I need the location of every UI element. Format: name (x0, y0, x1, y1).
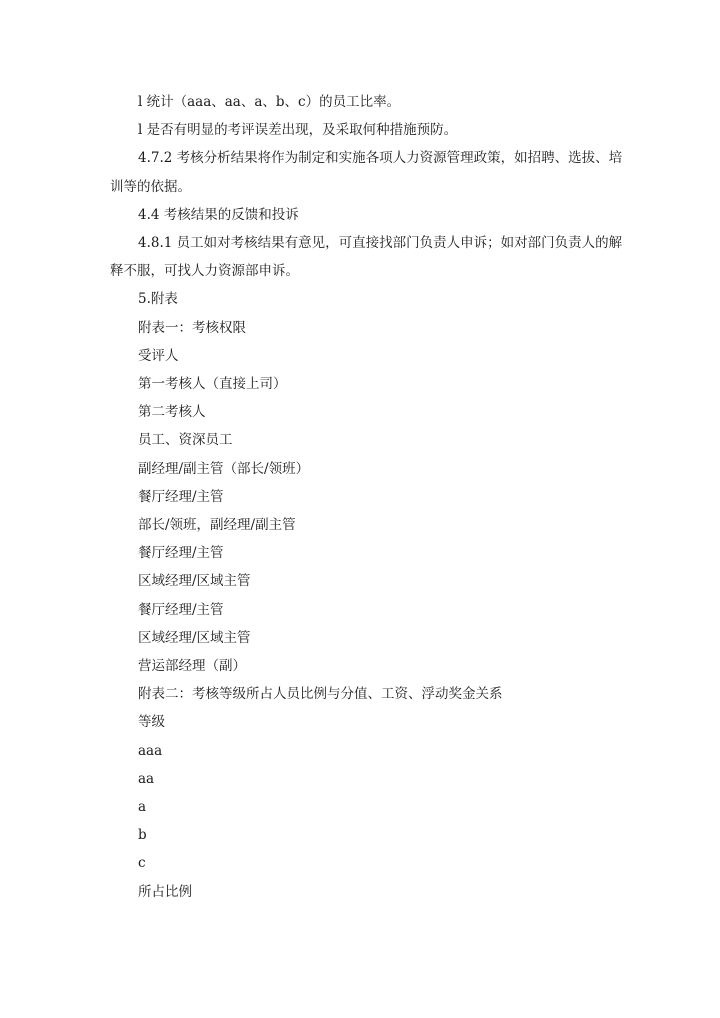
table-cell: 所占比例 (138, 883, 192, 900)
table-cell: 第一考核人（直接上司） (138, 376, 287, 393)
table-cell: 副经理/副主管（部长/领班） (138, 460, 310, 477)
table-cell: 等级 (138, 714, 165, 731)
table-cell: aaa (138, 742, 163, 759)
table-cell: 区域经理/区域主管 (138, 573, 251, 590)
section-heading: 4.4 考核结果的反馈和投诉 (138, 206, 299, 223)
table-cell: 餐厅经理/主管 (138, 545, 224, 562)
table-cell: c (138, 855, 146, 872)
document-body (110, 88, 630, 906)
table-cell: 员工、资深员工 (138, 432, 233, 449)
table-cell: 区域经理/区域主管 (138, 629, 251, 646)
table-cell: aa (138, 770, 155, 787)
table-title: 附表二：考核等级所占人员比例与分值、工资、浮动奖金关系 (138, 686, 503, 703)
table-cell: a (138, 799, 147, 816)
table-cell: 餐厅经理/主管 (138, 601, 224, 618)
table-cell: 受评人 (138, 347, 179, 364)
paragraph: 4.8.1 员工如对考核结果有意见，可直接找部门负责人申诉；如对部门负责人的解释不服，可找人力资源部申诉。 (110, 235, 623, 280)
section-heading: 5.附表 (138, 291, 178, 308)
table-title: 附表一：考核权限 (138, 319, 246, 336)
table-cell: 部长/领班，副经理/副主管 (138, 517, 296, 534)
table-cell: 餐厅经理/主管 (138, 488, 224, 505)
table-cell: 营运部经理（副） (138, 658, 246, 675)
paragraph: l 统计（aaa、aa、a、b、c）的员工比率。 (138, 94, 401, 110)
table-cell: 第二考核人 (138, 404, 206, 421)
paragraph: 4.7.2 考核分析结果将作为制定和实施各项人力资源管理政策，如招聘、选拔、培训等的依据。 (110, 150, 623, 195)
table-cell: b (138, 827, 147, 844)
paragraph: l 是否有明显的考评误差出现，及采取何种措施预防。 (138, 122, 458, 139)
